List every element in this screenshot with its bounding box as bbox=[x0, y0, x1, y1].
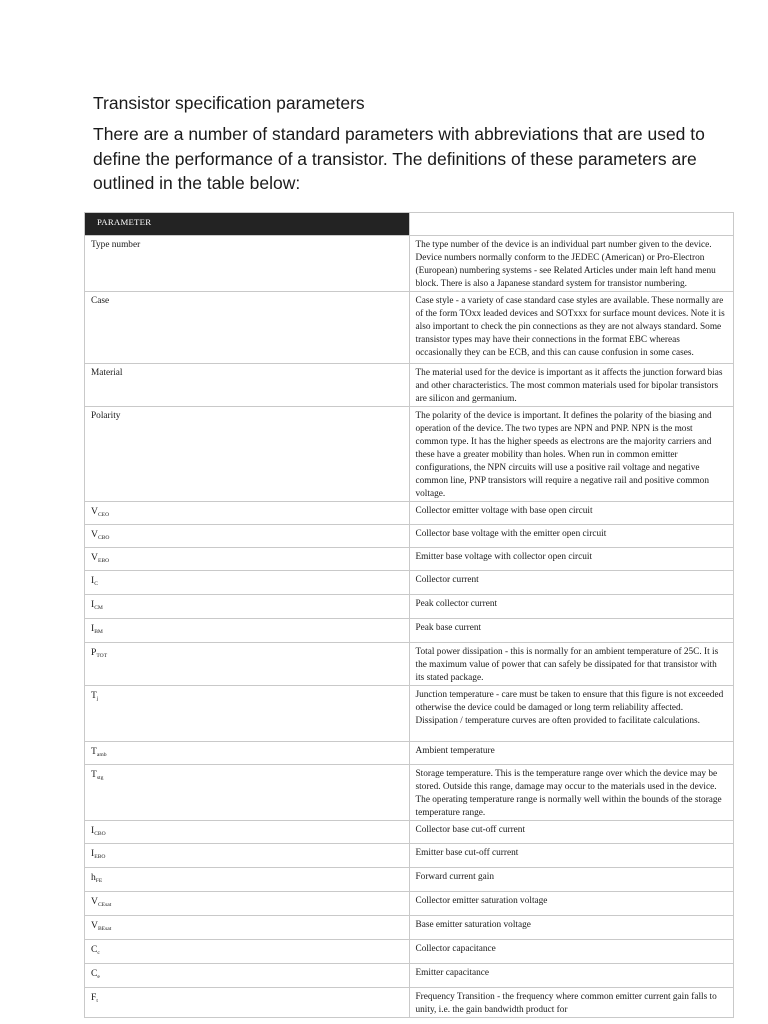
parameter-symbol bbox=[85, 619, 410, 643]
symbol-subscript: FE bbox=[95, 878, 103, 884]
symbol-subscript: BM bbox=[94, 629, 103, 635]
parameter-description: Collector current bbox=[409, 571, 734, 595]
parameter-description: Storage temperature. This is the temperature range over which the device may be stored. Outside this range, damage may occur to the materials used in the device. The operating temperature range is normally well within the bounds of the storage temperature range. bbox=[409, 765, 734, 821]
symbol-letter: P bbox=[91, 647, 97, 658]
table-row bbox=[85, 916, 734, 940]
symbol-subscript: CEO bbox=[97, 512, 110, 518]
parameter-symbol bbox=[85, 916, 410, 940]
symbol-letter: I bbox=[91, 599, 95, 610]
symbol-letter: V bbox=[91, 529, 98, 540]
intro-paragraph: There are a number of standard parameters with abbreviations that are used to define the performance of a transistor. The definitions of these parameters are outlined in the table below: bbox=[93, 124, 705, 193]
table-row bbox=[85, 765, 734, 821]
parameter-description: Emitter base cut-off current bbox=[409, 844, 734, 868]
table-row bbox=[85, 292, 734, 364]
symbol-letter: I bbox=[91, 575, 95, 586]
table-row bbox=[85, 619, 734, 643]
parameter-symbol bbox=[85, 742, 410, 765]
table-row bbox=[85, 643, 734, 686]
parameter-description: Case style - a variety of case standard case styles are available. These normally are of the form TOxx leaded devices and SOTxxx for surface mount devices. Note it is also important to check the pin connections as they are not always standard. Some transistor types may have their connections in the format EBC whereas occasionally they can be ECB, and this can cause confusion in some cases. bbox=[409, 292, 734, 364]
table-row bbox=[85, 892, 734, 916]
parameter-name: Polarity bbox=[85, 407, 410, 502]
parameter-name: Material bbox=[85, 364, 410, 407]
symbol-subscript: j bbox=[96, 696, 99, 702]
symbol-letter: I bbox=[91, 825, 95, 836]
symbol-letter: h bbox=[91, 872, 96, 883]
symbol-letter: I bbox=[91, 848, 95, 859]
parameter-symbol bbox=[85, 988, 410, 1018]
symbol-subscript: TOT bbox=[96, 653, 108, 659]
parameter-symbol bbox=[85, 892, 410, 916]
parameter-description: Junction temperature - care must be taken to ensure that this figure is not exceeded otherwise the device could be damaged or long term reliability affected. Dissipation / temperature curves are often provided to facilitate calculations. bbox=[409, 686, 734, 742]
table-row bbox=[85, 988, 734, 1018]
table-row bbox=[85, 686, 734, 742]
symbol-letter: T bbox=[91, 769, 97, 780]
table-row bbox=[85, 844, 734, 868]
parameter-description: The polarity of the device is important. It defines the polarity of the biasing and operation of the device. The two types are NPN and PNP. NPN is the most common type. It has the higher speeds as electrons are the majority carriers and these have a greater mobility than holes. When run in common emitter configurations, the NPN circuits will use a positive rail voltage and negative common line, PNP transistors will require a negative rail and positive common voltage. bbox=[409, 407, 734, 502]
parameter-description: The material used for the device is important as it affects the junction forward bias and other characteristics. The most common materials used for bipolar transistors are silicon and germanium. bbox=[409, 364, 734, 407]
symbol-letter: T bbox=[91, 690, 97, 701]
table-row bbox=[85, 821, 734, 844]
symbol-letter: I bbox=[91, 623, 95, 634]
parameter-description: Peak base current bbox=[409, 619, 734, 643]
parameter-description: Collector capacitance bbox=[409, 940, 734, 964]
symbol-subscript: c bbox=[97, 950, 100, 956]
parameter-description: Base emitter saturation voltage bbox=[409, 916, 734, 940]
parameter-symbol bbox=[85, 844, 410, 868]
header-description-cell bbox=[409, 213, 734, 236]
parameter-symbol bbox=[85, 643, 410, 686]
page-title: Transistor specification parameters bbox=[93, 93, 365, 113]
symbol-subscript: C bbox=[94, 581, 98, 587]
header-parameter-cell: PARAMETER bbox=[85, 213, 410, 236]
parameter-symbol bbox=[85, 868, 410, 892]
symbol-subscript: CM bbox=[94, 605, 103, 611]
symbol-subscript: t bbox=[96, 998, 98, 1004]
symbol-letter: V bbox=[91, 896, 98, 907]
parameter-description: Collector base voltage with the emitter open circuit bbox=[409, 525, 734, 548]
table-row bbox=[85, 364, 734, 407]
parameter-description: Forward current gain bbox=[409, 868, 734, 892]
symbol-letter: T bbox=[91, 746, 97, 757]
parameter-table bbox=[84, 212, 734, 1018]
symbol-letter: C bbox=[91, 968, 98, 979]
symbol-subscript: CBO bbox=[97, 535, 110, 541]
table-row bbox=[85, 407, 734, 502]
parameter-name: Type number bbox=[85, 236, 410, 292]
symbol-letter: V bbox=[91, 506, 98, 517]
symbol-letter: C bbox=[91, 944, 98, 955]
table-row bbox=[85, 236, 734, 292]
symbol-letter: V bbox=[91, 920, 98, 931]
table-row bbox=[85, 595, 734, 619]
parameter-description: Peak collector current bbox=[409, 595, 734, 619]
parameter-description: Collector emitter voltage with base open circuit bbox=[409, 502, 734, 525]
parameter-description: Collector base cut-off current bbox=[409, 821, 734, 844]
symbol-subscript: EBO bbox=[94, 854, 106, 860]
symbol-subscript: amb bbox=[96, 752, 107, 758]
parameter-description: Frequency Transition - the frequency where common emitter current gain falls to unity, i.e. the gain bandwidth product for bbox=[409, 988, 734, 1018]
parameter-description: The type number of the device is an individual part number given to the device. Device numbers normally conform to the JEDEC (American) or Pro-Electron (European) numbering systems - see Related Articles under main left hand menu block. There is also a Japanese standard system for transistor numbering. bbox=[409, 236, 734, 292]
table-row bbox=[85, 525, 734, 548]
parameter-description: Ambient temperature bbox=[409, 742, 734, 765]
symbol-subscript: stg bbox=[96, 775, 104, 781]
parameter-symbol bbox=[85, 821, 410, 844]
table-row bbox=[85, 548, 734, 571]
symbol-letter: F bbox=[91, 992, 97, 1003]
parameter-description: Emitter capacitance bbox=[409, 964, 734, 988]
parameter-description: Total power dissipation - this is normally for an ambient temperature of 25C. It is the maximum value of power that can safely be dissipated for that transistor with its stated package. bbox=[409, 643, 734, 686]
table-row bbox=[85, 742, 734, 765]
table-row bbox=[85, 571, 734, 595]
parameter-description: Emitter base voltage with collector open circuit bbox=[409, 548, 734, 571]
parameter-symbol bbox=[85, 525, 410, 548]
parameter-name: Case bbox=[85, 292, 410, 364]
parameter-symbol bbox=[85, 964, 410, 988]
parameter-symbol bbox=[85, 571, 410, 595]
parameter-symbol bbox=[85, 502, 410, 525]
table-row bbox=[85, 964, 734, 988]
symbol-subscript: CEsat bbox=[97, 902, 112, 908]
parameter-symbol bbox=[85, 548, 410, 571]
symbol-subscript: CBO bbox=[94, 831, 106, 837]
table-row bbox=[85, 940, 734, 964]
symbol-subscript: EBO bbox=[97, 558, 110, 564]
symbol-subscript: e bbox=[97, 974, 100, 980]
parameter-symbol bbox=[85, 686, 410, 742]
parameter-symbol bbox=[85, 940, 410, 964]
parameter-description: Collector emitter saturation voltage bbox=[409, 892, 734, 916]
table-row bbox=[85, 868, 734, 892]
table-header-row bbox=[85, 213, 734, 236]
symbol-subscript: BEsat bbox=[97, 926, 112, 932]
parameter-symbol bbox=[85, 765, 410, 821]
symbol-letter: V bbox=[91, 552, 98, 563]
table-row bbox=[85, 502, 734, 525]
parameter-symbol bbox=[85, 595, 410, 619]
